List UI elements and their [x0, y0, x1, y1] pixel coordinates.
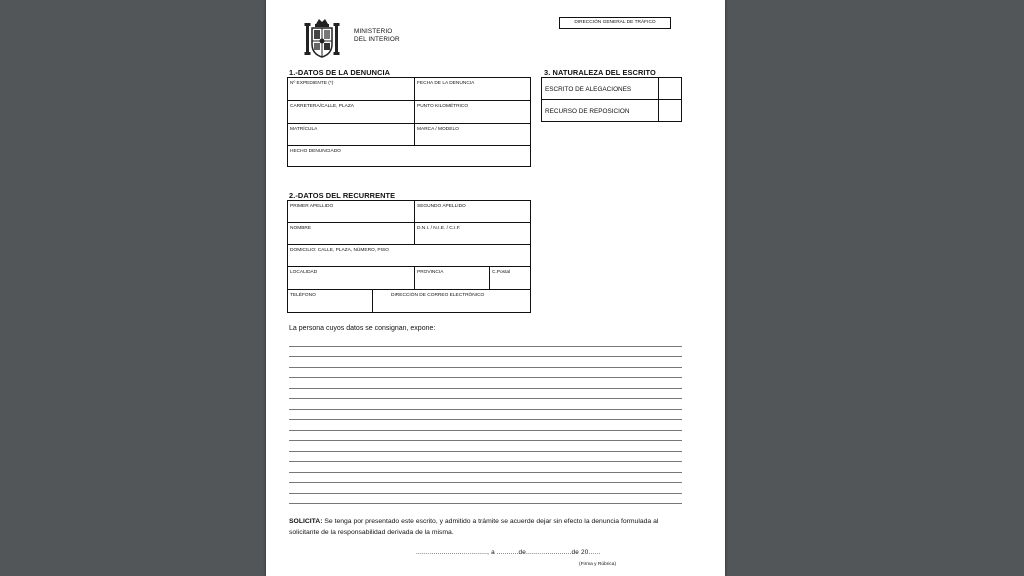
field-telefono[interactable]: TELÉFONO — [288, 290, 373, 312]
ministry-line1: MINISTERIO — [354, 28, 393, 35]
writing-line — [289, 482, 682, 483]
field-punto-kilometrico[interactable]: PUNTO KILOMÉTRICO — [415, 101, 530, 124]
coat-of-arms-icon — [302, 16, 342, 60]
checkbox-alegaciones[interactable] — [659, 78, 681, 100]
field-segundo-apellido[interactable]: SEGUNDO APELLIDO — [415, 201, 530, 223]
writing-line — [289, 461, 682, 462]
signature-label: (Firma y Rúbrica) — [579, 562, 617, 567]
field-carretera[interactable]: CARRETERA/CALLE, PLAZA — [288, 101, 415, 124]
section2-table — [287, 200, 531, 313]
field-hecho-denunciado[interactable]: HECHO DENUNCIADO — [290, 149, 341, 154]
date-line: ...................................., a ...........de.......................de 20...... — [416, 549, 601, 556]
field-fecha[interactable]: FECHA DE LA DENUNCIA — [415, 78, 530, 101]
writing-line — [289, 367, 682, 368]
writing-line — [289, 398, 682, 399]
document-page — [266, 0, 725, 576]
ministry-name — [354, 28, 400, 44]
expone-text: La persona cuyos datos se consignan, expone: — [289, 325, 436, 332]
field-localidad[interactable]: LOCALIDAD — [288, 267, 415, 290]
writing-line — [289, 440, 682, 441]
section3-table — [541, 77, 682, 122]
solicita-label: SOLICITA: — [289, 518, 323, 525]
field-nombre[interactable]: NOMBRE — [288, 223, 415, 245]
field-expediente[interactable]: Nº EXPEDIENTE (*) — [288, 78, 415, 101]
solicita-paragraph — [289, 516, 689, 538]
writing-line — [289, 503, 682, 504]
field-correo[interactable]: DIRECCIÓN DE CORREO ELECTRÓNICO — [391, 293, 485, 298]
writing-line — [289, 377, 682, 378]
writing-line — [289, 430, 682, 431]
field-matricula[interactable]: MATRÍCULA — [288, 124, 415, 146]
field-codigo-postal[interactable]: C.Postal — [490, 267, 530, 290]
writing-line — [289, 451, 682, 452]
field-domicilio[interactable]: DOMICILIO: CALLE, PLAZA, NÚMERO, PISO — [288, 245, 530, 267]
writing-line — [289, 472, 682, 473]
writing-line — [289, 356, 682, 357]
field-provincia[interactable]: PROVINCIA — [415, 267, 490, 290]
section2-title: 2.-DATOS DEL RECURRENTE — [289, 191, 396, 200]
field-primer-apellido[interactable]: PRIMER APELLIDO — [288, 201, 415, 223]
section3-title: 3. NATURALEZA DEL ESCRITO — [544, 68, 656, 77]
writing-line — [289, 493, 682, 494]
solicita-text: Se tenga por presentado este escrito, y admitido a trámite se acuerde dejar sin efecto la denuncia formulada al solicitante de la responsabilidad derivada de la misma. — [289, 518, 659, 536]
checkbox-reposicion[interactable] — [659, 100, 681, 121]
option-recurso-reposicion[interactable]: RECURSO DE REPOSICION — [542, 100, 659, 121]
option-escrito-alegaciones[interactable]: ESCRITO DE ALEGACIONES — [542, 78, 659, 100]
section1-title: 1.-DATOS DE LA DENUNCIA — [289, 68, 391, 77]
writing-line — [289, 388, 682, 389]
writing-line — [289, 346, 682, 347]
writing-line — [289, 419, 682, 420]
writing-line — [289, 409, 682, 410]
section1-table — [287, 77, 531, 167]
dgt-box: DIRECCIÓN GENERAL DE TRÁFICO — [559, 17, 671, 29]
field-dni[interactable]: D.N.I. / N.I.E. / C.I.F. — [415, 223, 530, 245]
ministry-line2: DEL INTERIOR — [354, 36, 400, 43]
field-marca-modelo[interactable]: MARCA / MODELO — [415, 124, 530, 146]
